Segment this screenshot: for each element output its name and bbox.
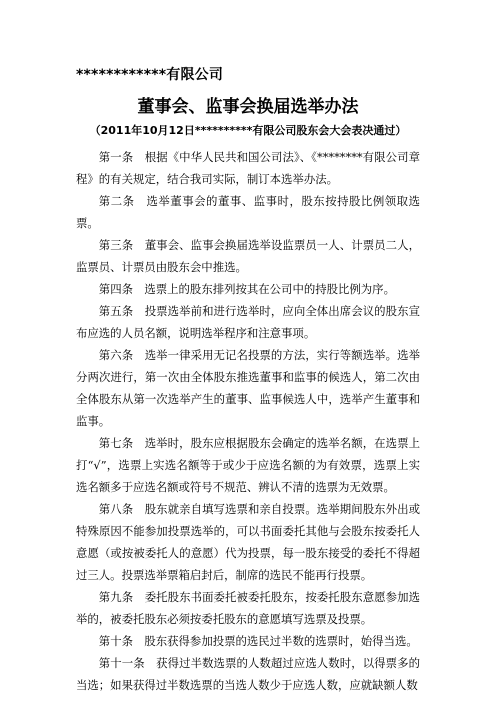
document-body xyxy=(76,146,420,696)
article-paragraph: 第三条 董事会、监事会换届选举设监票员一人、计票员二人，监票员、计票员由股东会中推选。 xyxy=(76,238,420,274)
article-paragraph: 第二条 选举董事会的董事、监事时，股东按持股比例领取选票。 xyxy=(76,194,420,230)
company-name: ************有限公司 xyxy=(76,67,224,83)
article-paragraph: 第五条 投票选举前和进行选举时，应向全体出席会议的股东宣布应选的人员名额，说明选举程序和注意事项。 xyxy=(76,304,420,340)
article-paragraph: 第八条 股东就亲自填写选票和亲自投票。选举期间股东外出或特殊原因不能参加投票选举的，可以书面委托其他与会股东按委托人意愿（或按被委托人的意愿）代为投票，每一股东接受的委托不得超过三人。投票选举票箱启封后，制席的选民不能再行投票。 xyxy=(76,502,420,582)
document-subtitle: （2011年10月12日**********有限公司股东会大会表决通过） xyxy=(89,124,407,137)
article-paragraph: 第七条 选举时，股东应根据股东会确定的选举名额，在选票上打“√”，选票上实选名额等于或少于应选名额的为有效票，选票上实选名额多于应选名额或符号不规范、辨认不清的选票为无效票。 xyxy=(76,436,420,494)
document-title: 董事会、监事会换届选举办法 xyxy=(137,97,359,117)
article-paragraph: 第六条 选举一律采用无记名投票的方法，实行等额选举。选举分两次进行，第一次由全体股东推选董事和监事的候选人，第二次由全体股东从第一次选举产生的董事、监事候选人中，选举产生董事和监事。 xyxy=(76,348,420,428)
article-paragraph: 第十一条 获得过半数选票的人数超过应选人数时，以得票多的当选；如果获得过半数选票的当选人数少于应选人数，应就缺额人数 xyxy=(76,656,420,692)
article-paragraph: 第九条 委托股东书面委托被委托股东，按委托股东意愿参加选举的，被委托股东必须按委托股东的意愿填写选票及投票。 xyxy=(76,590,420,626)
article-paragraph: 第四条 选票上的股东排列按其在公司中的持股比例为序。 xyxy=(98,282,395,296)
article-paragraph: 第一条 根据《中华人民共和国公司法》、《********有限公司章程》的有关规定，结合我司实际，制订本选举办法。 xyxy=(76,150,420,186)
article-paragraph: 第十条 股东获得参加投票的选民过半数的选票时，始得当选。 xyxy=(98,634,418,648)
